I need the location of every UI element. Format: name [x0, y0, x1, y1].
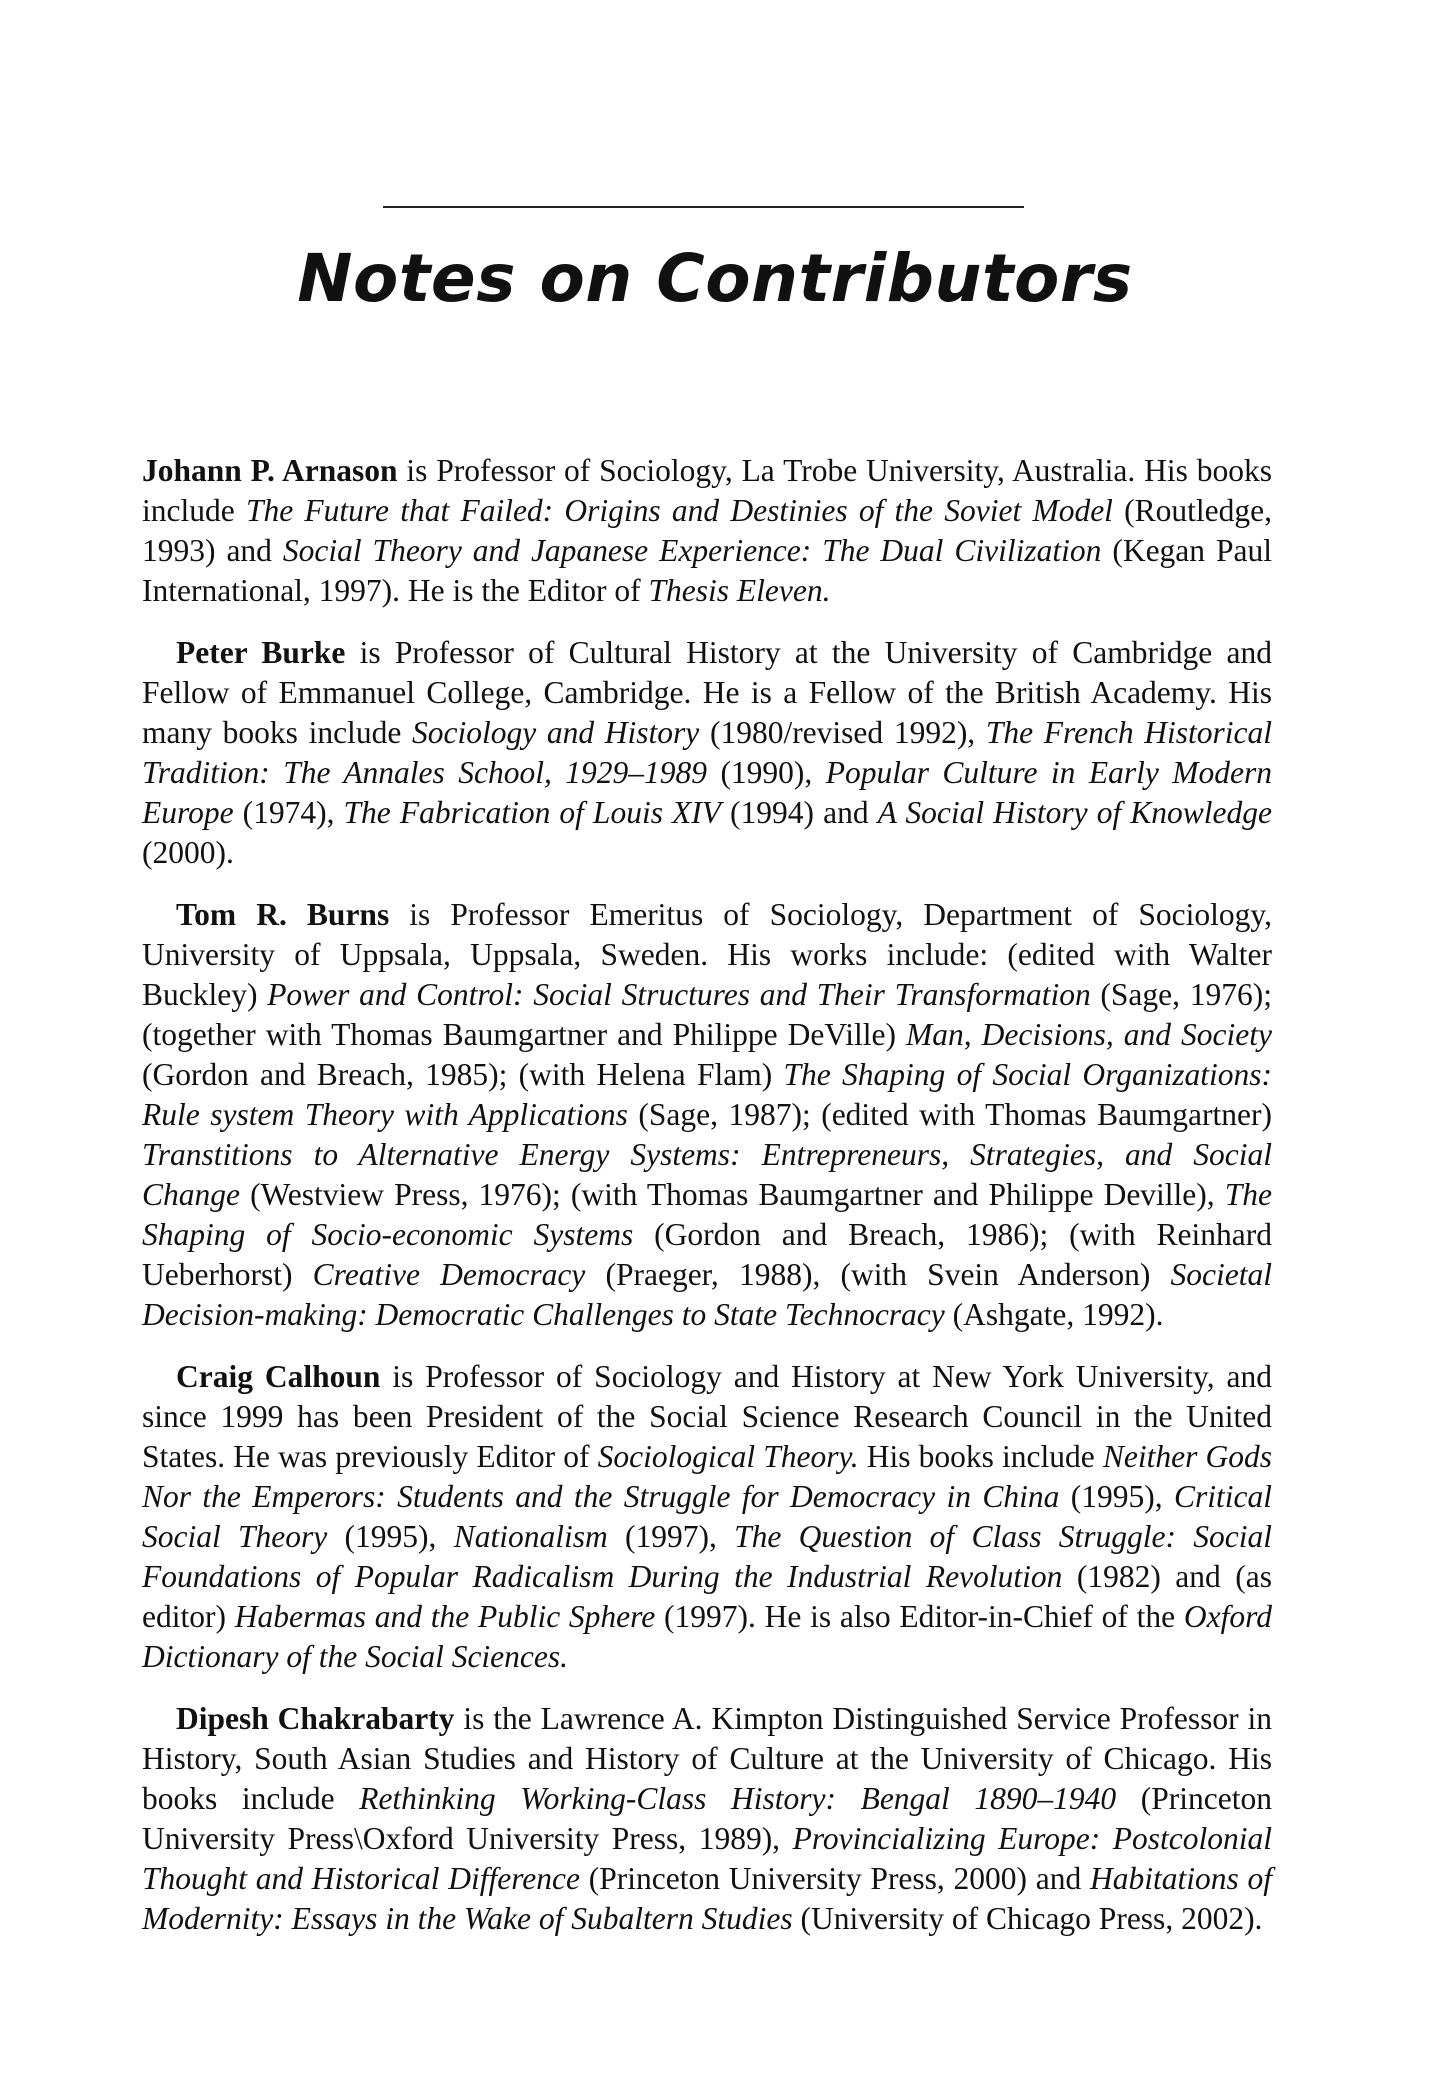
entry-text: (Sage, 1987); (edited with Thomas Baumgartner) [627, 1097, 1272, 1132]
entry-text: (1974), [233, 795, 344, 830]
work-title: Provincializing Europe: Postcolonial Thought and Historical Difference [142, 1821, 1272, 1896]
entry-text: (1997), [607, 1519, 735, 1554]
work-title: The Shaping of Social Organizations: Rule system Theory with Applications [142, 1057, 1273, 1132]
entry-text: is Professor Emeritus of Sociology, Department of Sociology, University of Uppsala, Uppsala, Sweden. His works include: (edited with Walter Buckley) [142, 897, 1272, 1012]
work-title: A Social History of Knowledge [877, 795, 1272, 830]
entry-text: is Professor of Sociology and History at New York University, and since 1999 has been President of the Social Science Research Council in the United States. He was previously Editor of [142, 1359, 1272, 1474]
contributor-entry [142, 451, 1272, 611]
entry-text: (1995), [327, 1519, 454, 1554]
entry-text: (1997). He is also Editor-in-Chief of the [655, 1599, 1184, 1634]
entry-text: (1982) and (as editor) [142, 1559, 1272, 1634]
entry-text: is the Lawrence A. Kimpton Distinguished Service Professor in History, South Asian Studies and History of Culture at the University of Chicago. His books include [142, 1701, 1272, 1816]
page-title: Notes on Contributors [297, 240, 1133, 317]
contributor-name: Tom R. Burns [176, 897, 390, 932]
contributor-list [142, 451, 1272, 1961]
work-title: Oxford Dictionary of the Social Sciences. [142, 1599, 1272, 1674]
contributor-entry [142, 633, 1272, 873]
work-title: Rethinking Working-Class History: Bengal 1890–1940 [359, 1781, 1117, 1816]
work-title: Transtitions to Alternative Energy Systems: Entrepreneurs, Strategies, and Social Change [142, 1137, 1272, 1212]
entry-text: (Princeton University Press\Oxford University Press, 1989), [142, 1781, 1272, 1856]
work-title: Habermas and the Public Sphere [234, 1599, 656, 1634]
work-title: Societal Decision-making: Democratic Challenges to State Technocracy [142, 1257, 1272, 1332]
entry-text: (Praeger, 1988), (with Svein Anderson) [585, 1257, 1171, 1292]
contributor-name: Dipesh Chakrabarty [176, 1701, 455, 1736]
work-title: The Question of Class Struggle: Social Foundations of Popular Radicalism During the Industrial Revolution [142, 1519, 1273, 1594]
contributor-entry [142, 1699, 1272, 1939]
entry-text: (2000). [142, 835, 234, 870]
entry-text: is Professor of Cultural History at the University of Cambridge and Fellow of Emmanuel College, Cambridge. He is a Fellow of the British Academy. His many books include [142, 635, 1272, 750]
work-title: Critical Social Theory [142, 1479, 1272, 1554]
title-rule [383, 206, 1024, 208]
entry-text: (Routledge, 1993) and [142, 493, 1273, 568]
work-title: The French Historical Tradition: The Annales School, 1929–1989 [142, 715, 1272, 790]
contributor-name: Peter Burke [176, 635, 346, 670]
work-title: Thesis Eleven. [648, 573, 831, 608]
contributor-entry [142, 895, 1272, 1335]
work-title: Creative Democracy [312, 1257, 586, 1292]
work-title: Social Theory and Japanese Experience: The Dual Civilization [282, 533, 1102, 568]
work-title: Sociology and History [411, 715, 700, 750]
entry-text: (University of Chicago Press, 2002). [792, 1901, 1263, 1936]
work-title: Habitations of Modernity: Essays in the Wake of Subaltern Studies [142, 1861, 1273, 1936]
entry-text: (Ashgate, 1992). [944, 1297, 1164, 1332]
entry-text: (Sage, 1976); (together with Thomas Baumgartner and Philippe DeVille) [142, 977, 1272, 1052]
entry-text: His books include [858, 1439, 1103, 1474]
entry-text: (1980/revised 1992), [699, 715, 986, 750]
contributor-entry [142, 1357, 1272, 1677]
work-title: The Fabrication of Louis XIV [343, 795, 721, 830]
work-title: Neither Gods Nor the Emperors: Students and the Struggle for Democracy in China [142, 1439, 1273, 1514]
entry-text: (1995), [1059, 1479, 1174, 1514]
entry-text: (1994) and [721, 795, 878, 830]
work-title: Nationalism [453, 1519, 608, 1554]
entry-text: is Professor of Sociology, La Trobe University, Australia. His books include [142, 453, 1272, 528]
entry-text: (Kegan Paul International, 1997). He is the Editor of [142, 533, 1272, 608]
contributor-name: Johann P. Arnason [142, 453, 398, 488]
work-title: The Future that Failed: Origins and Destinies of the Soviet Model [245, 493, 1113, 528]
entry-text: (Gordon and Breach, 1986); (with Reinhard Ueberhorst) [142, 1217, 1272, 1292]
work-title: Power and Control: Social Structures and Their Transformation [267, 977, 1091, 1012]
work-title: Man, Decisions, and Society [906, 1017, 1272, 1052]
entry-text: (Princeton University Press, 2000) and [580, 1861, 1090, 1896]
work-title: The Shaping of Socio-economic Systems [142, 1177, 1272, 1252]
work-title: Popular Culture in Early Modern Europe [142, 755, 1272, 830]
contributor-name: Craig Calhoun [176, 1359, 381, 1394]
work-title: Sociological Theory. [597, 1439, 859, 1474]
entry-text: (Gordon and Breach, 1985); (with Helena Flam) [142, 1057, 784, 1092]
entry-text: (Westview Press, 1976); (with Thomas Baumgartner and Philippe Deville), [240, 1177, 1225, 1212]
entry-text: (1990), [707, 755, 826, 790]
